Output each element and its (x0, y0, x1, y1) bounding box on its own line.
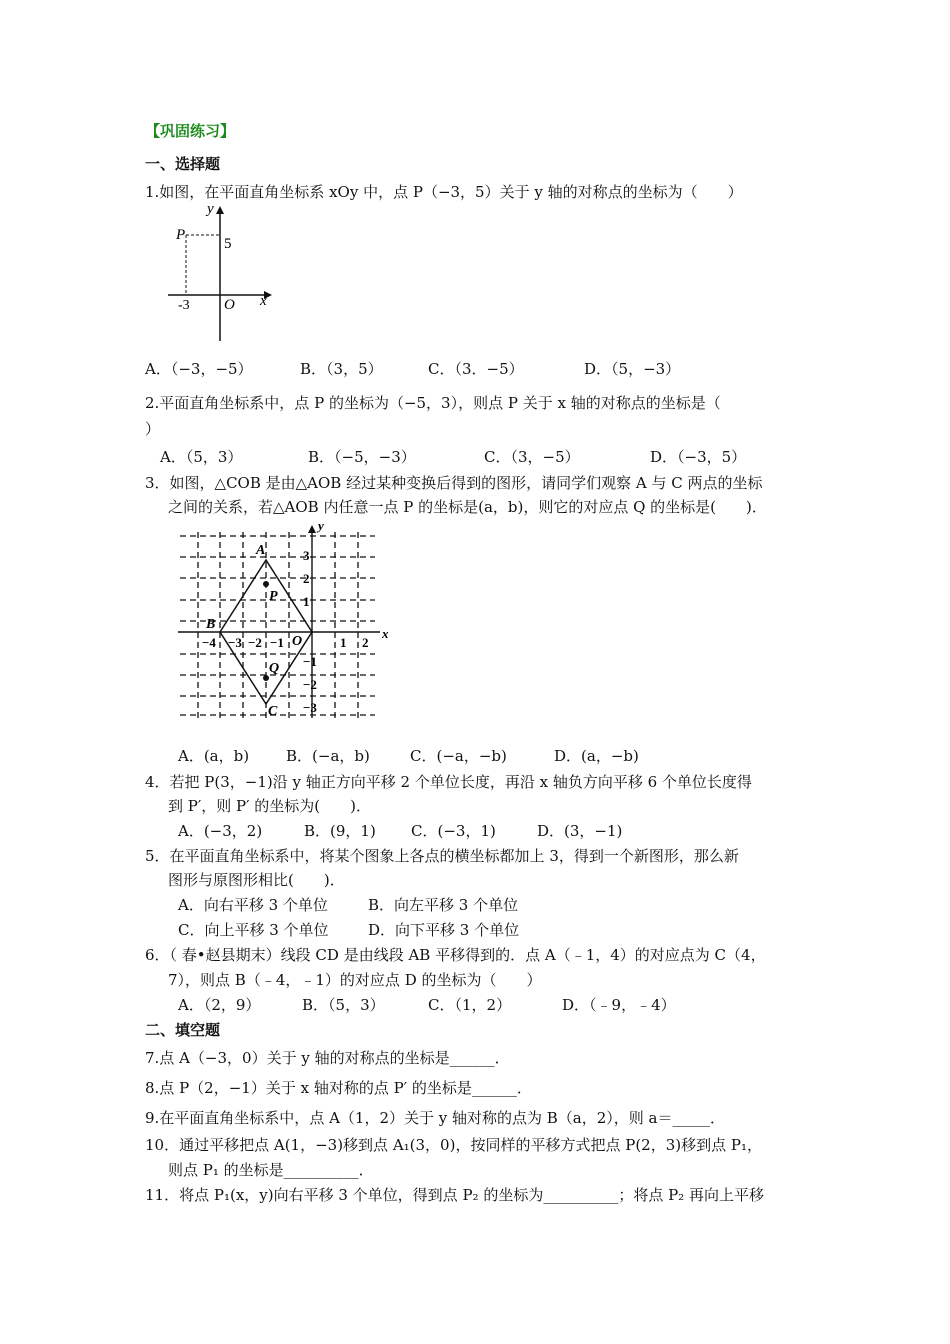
q1-x-axis-label: x (260, 293, 267, 309)
q1-option-a: A．（−3，−5） (145, 360, 253, 378)
q3-y-axis-label: y (318, 520, 324, 533)
q1-option-b: B．（3，5） (300, 360, 383, 378)
q3-tick-y2: 2 (303, 571, 310, 586)
q3-tick-xm2: −2 (248, 635, 262, 650)
question-6-stem: 6．（ 春•赵县期末）线段 CD 是由线段 AB 平移得到的．点 A（﹣1，4）的对应点为 C（4， (145, 946, 766, 964)
q3-origin-label: O (292, 634, 303, 649)
q1-origin-label: O (224, 297, 235, 313)
q2-option-a: A．（5，3） (160, 448, 243, 466)
q6-option-a: A．（2，9） (178, 996, 261, 1014)
q1-tick-5: 5 (224, 236, 232, 252)
q2-option-b: B．（−5，−3） (308, 448, 416, 466)
q3-option-c: C．(−a，−b) (410, 747, 507, 765)
q3-tick-y1: 1 (303, 594, 310, 609)
q3-tick-y3: 3 (303, 548, 310, 563)
q3-point-c-label: C (268, 704, 278, 719)
q3-point-q-label: Q (269, 661, 280, 676)
question-10-stem-cont: 则点 P₁ 的坐标是__________． (168, 1161, 374, 1179)
q1-y-axis-label: y (207, 201, 214, 217)
q3-grid-figure (170, 520, 395, 720)
q3-option-b: B．(−a，b) (286, 747, 370, 765)
question-9: 9.在平面直角坐标系中，点 A（1，2）关于 y 轴对称的点为 B（a，2），则 a＝_____． (145, 1109, 726, 1127)
question-5-stem: 5．在平面直角坐标系中，将某个图象上各点的横坐标都加上 3，得到一个新图形，那么新 (145, 847, 739, 865)
question-11: 11．将点 P₁(x，y)向右平移 3 个单位，得到点 P₂ 的坐标为__________；将点 P₂ 再向上平移 (145, 1186, 764, 1204)
q3-x-axis-label: x (382, 626, 389, 641)
question-2-stem-cont: ） (145, 420, 161, 438)
question-6-stem-cont: 7），则点 B（﹣4，﹣1）的对应点 D 的坐标为（ ） (168, 971, 542, 989)
question-4-stem: 4．若把 P(3，−1)沿 y 轴正方向平移 2 个单位长度，再沿 x 轴负方向平移 6 个单位长度得 (145, 773, 752, 791)
q1-point-p-label: P (176, 227, 186, 243)
question-1-stem: 1.如图，在平面直角坐标系 xOy 中，点 P（−3，5）关于 y 轴的对称点的坐标为（ ） (145, 183, 743, 201)
q2-option-d: D．（−3，5） (650, 448, 747, 466)
q3-tick-xm4: −4 (202, 635, 216, 650)
q1-option-d: D．（5，−3） (584, 360, 681, 378)
section-heading-choice: 一、选择题 (145, 155, 221, 173)
q3-tick-ym3: −3 (303, 700, 317, 715)
question-8: 8.点 P（2，−1）关于 x 轴对称的点 P′ 的坐标是______． (145, 1079, 532, 1097)
q2-option-c: C．（3，−5） (484, 448, 580, 466)
question-7: 7.点 A（−3，0）关于 y 轴的对称点的坐标是______． (145, 1049, 510, 1067)
q4-option-d: D．(3，−1) (537, 822, 623, 840)
q3-point-a-label: A (256, 543, 266, 558)
q5-option-d: D．向下平移 3 个单位 (368, 921, 520, 939)
question-3-stem-cont: 之间的关系，若△AOB 内任意一点 P 的坐标是(a，b)，则它的对应点 Q 的坐标是( )． (168, 498, 767, 516)
question-4-stem-cont: 到 P′，则 P′ 的坐标为( )． (168, 797, 372, 815)
section-heading-fill: 二、填空题 (145, 1021, 221, 1039)
q3-tick-xm1: −1 (270, 635, 284, 650)
question-5-stem-cont: 图形与原图形相比( )． (168, 871, 345, 889)
q1-coordinate-figure (160, 196, 280, 346)
q3-tick-x1: 1 (340, 635, 347, 650)
q4-option-b: B．(9，1) (304, 822, 376, 840)
q6-option-d: D．（﹣9，﹣4） (562, 996, 676, 1014)
question-10-stem: 10．通过平移把点 A(1，−3)移到点 A₁(3，0)，按同样的平移方式把点 P(2，3)移到点 P₁， (145, 1136, 762, 1154)
question-3-stem: 3．如图，△COB 是由△AOB 经过某种变换后得到的图形，请同学们观察 A 与 C 两点的坐标 (145, 474, 763, 492)
q5-option-c: C．向上平移 3 个单位 (178, 921, 329, 939)
q3-option-a: A．(a，b) (178, 747, 250, 765)
q3-tick-ym1: −1 (303, 654, 317, 669)
q1-option-c: C．（3．−5） (428, 360, 524, 378)
q6-option-c: C．（1，2） (428, 996, 512, 1014)
q5-option-b: B．向左平移 3 个单位 (368, 896, 519, 914)
q4-option-c: C．(−3，1) (411, 822, 496, 840)
q1-tick-minus3: -3 (178, 298, 190, 313)
question-2-stem: 2.平面直角坐标系中，点 P 的坐标为（−5，3），则点 P 关于 x 轴的对称点的坐标是（ (145, 394, 721, 412)
q3-tick-ym2: −2 (303, 677, 317, 692)
page-title: 【巩固练习】 (145, 122, 236, 140)
q6-option-b: B．（5，3） (302, 996, 385, 1014)
q3-point-b-label: B (206, 617, 216, 632)
q3-tick-xm3: −3 (228, 635, 242, 650)
q3-option-d: D．(a，−b) (554, 747, 639, 765)
q4-option-a: A．(−3，2) (178, 822, 263, 840)
q3-tick-x2: 2 (362, 635, 369, 650)
q5-option-a: A．向右平移 3 个单位 (178, 896, 328, 914)
q3-point-p-label: P (269, 589, 278, 604)
